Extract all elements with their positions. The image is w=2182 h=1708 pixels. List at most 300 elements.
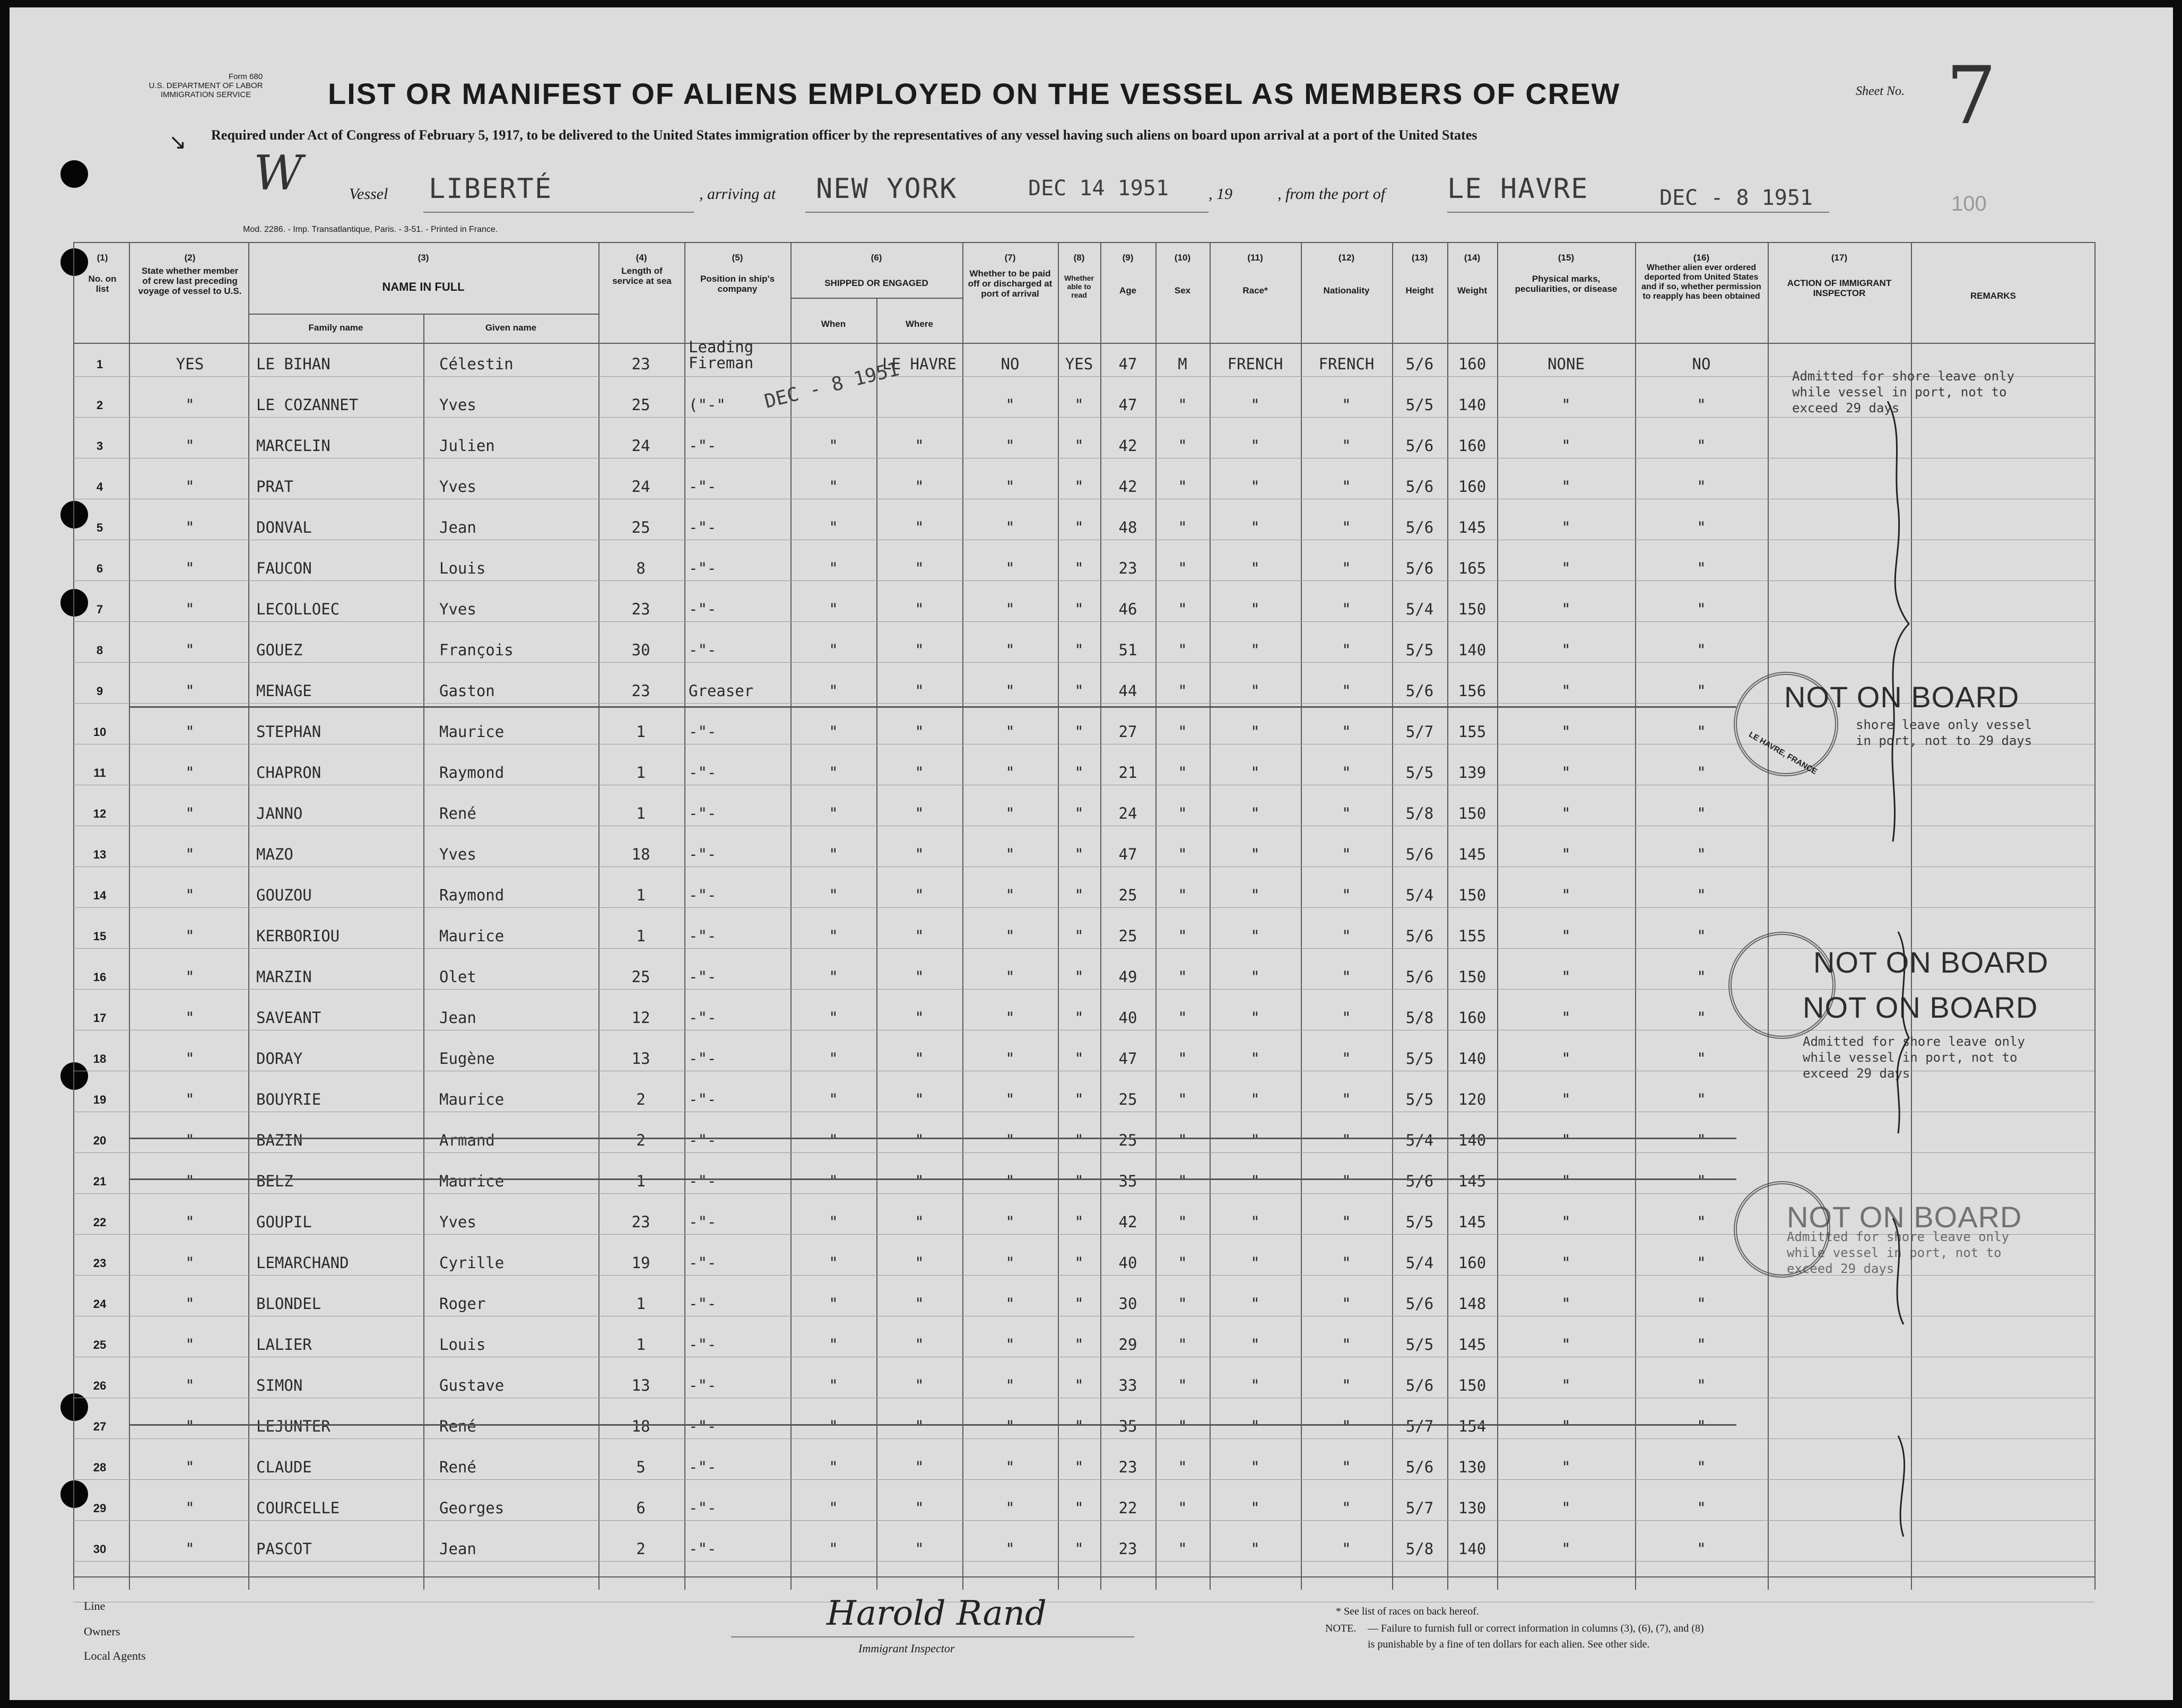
cell-marks: " <box>1561 396 1571 414</box>
note-label: NOTE. <box>1325 1623 1357 1634</box>
cell-prev: " <box>185 1254 195 1272</box>
cell-marks: " <box>1561 1172 1571 1190</box>
arriving-line <box>805 212 1209 213</box>
cell-where: LE HAVRE <box>882 355 957 373</box>
cell-nat: " <box>1342 396 1351 414</box>
column-line <box>598 242 599 1590</box>
header-num-4: (4) <box>636 253 647 263</box>
cell-service: 25 <box>631 396 650 414</box>
cell-age: 23 <box>1118 559 1137 577</box>
cell-deported: " <box>1697 1376 1706 1394</box>
cell-when: " <box>829 1131 838 1149</box>
from-port-label: , from the port of <box>1277 185 1386 203</box>
cell-family: MARZIN <box>256 968 312 986</box>
cell-nat: " <box>1342 1540 1351 1558</box>
cell-prev: " <box>185 927 195 945</box>
cell-sex: " <box>1178 723 1187 741</box>
cell-read: " <box>1074 1295 1084 1313</box>
cell-read: " <box>1074 1131 1084 1149</box>
cell-nat: " <box>1342 478 1351 496</box>
cell-read: " <box>1074 1009 1084 1027</box>
cell-where: " <box>915 1131 924 1149</box>
row-rule <box>73 1438 2094 1439</box>
not-on-board-stamp-4: NOT ON BOARD <box>1787 1200 2022 1234</box>
cell-position: -"- <box>689 1090 717 1108</box>
cell-family: PRAT <box>256 478 293 496</box>
row-rule <box>73 1561 2094 1562</box>
cell-read: " <box>1074 1090 1084 1108</box>
cell-service: 18 <box>631 845 650 863</box>
cell-height: 5/7 <box>1405 1499 1434 1517</box>
cell-read: " <box>1074 559 1084 577</box>
cell-weight: 156 <box>1458 682 1486 700</box>
header-race: Race* <box>1242 285 1268 296</box>
cell-weight: 154 <box>1458 1417 1486 1435</box>
cell-age: 42 <box>1118 437 1137 455</box>
cell-position: -"- <box>689 845 717 863</box>
cell-family: CLAUDE <box>256 1458 312 1476</box>
cell-when: " <box>829 559 838 577</box>
row-number: 17 <box>93 1011 107 1025</box>
cell-marks: " <box>1561 478 1571 496</box>
header-weight: Weight <box>1457 285 1488 296</box>
cell-prev: " <box>185 1090 195 1108</box>
cell-position: -"- <box>689 518 717 536</box>
cell-deported: " <box>1697 1295 1706 1313</box>
cell-age: 42 <box>1118 478 1137 496</box>
cell-position: Leading Fireman <box>689 338 754 372</box>
cell-read: " <box>1074 641 1084 659</box>
cell-weight: 145 <box>1458 1172 1486 1190</box>
cell-read: " <box>1074 682 1084 700</box>
cell-sex: " <box>1178 600 1187 618</box>
cell-marks: " <box>1561 641 1571 659</box>
header-previous-voyage: State whether member of crew last preceding voyage of vessel to U.S. <box>138 266 242 296</box>
cell-paid: " <box>1005 396 1015 414</box>
column-line <box>684 242 685 1590</box>
vessel-name: LIBERTÉ <box>429 173 553 205</box>
cell-race: " <box>1250 1295 1260 1313</box>
cell-prev: " <box>185 1458 195 1476</box>
cell-sex: " <box>1178 1009 1187 1027</box>
cell-service: 19 <box>631 1254 650 1272</box>
cell-race: " <box>1250 396 1260 414</box>
races-note: * See list of races on back hereof. <box>1336 1606 1479 1617</box>
row-number: 15 <box>93 930 107 943</box>
row-number: 21 <box>93 1175 107 1188</box>
from-port-line <box>1447 212 1829 213</box>
cell-sex: " <box>1178 682 1187 700</box>
cell-read: " <box>1074 723 1084 741</box>
row-number: 30 <box>93 1542 107 1556</box>
cell-sex: " <box>1178 478 1187 496</box>
cell-age: 21 <box>1118 764 1137 782</box>
cell-weight: 160 <box>1458 1009 1486 1027</box>
cell-where: " <box>915 1050 924 1068</box>
cell-family: STEPHAN <box>256 723 321 741</box>
header-num-14: (14) <box>1464 253 1481 263</box>
cell-paid: " <box>1005 723 1015 741</box>
cell-prev: " <box>185 845 195 863</box>
cell-height: 5/7 <box>1405 1417 1434 1435</box>
cell-where: " <box>915 1376 924 1394</box>
cell-paid: " <box>1005 559 1015 577</box>
cell-family: SIMON <box>256 1376 303 1394</box>
cell-paid: " <box>1005 478 1015 496</box>
cell-weight: 145 <box>1458 845 1486 863</box>
cell-read: " <box>1074 1376 1084 1394</box>
cell-nat: " <box>1342 682 1351 700</box>
cell-marks: " <box>1561 1540 1571 1558</box>
row-number: 2 <box>96 398 103 412</box>
cell-paid: " <box>1005 1050 1015 1068</box>
cell-where: " <box>915 518 924 536</box>
cell-age: 51 <box>1118 641 1137 659</box>
header-sex: Sex <box>1174 285 1191 296</box>
cell-sex: " <box>1178 518 1187 536</box>
header-shipped-or-engaged: SHIPPED OR ENGAGED <box>824 278 928 288</box>
cell-deported: " <box>1697 1213 1706 1231</box>
cell-nat: " <box>1342 804 1351 822</box>
cell-when: " <box>829 1050 838 1068</box>
cell-age: 40 <box>1118 1254 1137 1272</box>
cell-race: " <box>1250 682 1260 700</box>
cell-prev: " <box>185 1295 195 1313</box>
cell-when: " <box>829 1499 838 1517</box>
header-position: Position in ship's company <box>700 274 775 294</box>
cell-when: " <box>829 1540 838 1558</box>
cell-age: 47 <box>1118 1050 1137 1068</box>
cell-deported: " <box>1697 1336 1706 1354</box>
header-num-7: (7) <box>1004 253 1016 263</box>
cell-family: FAUCON <box>256 559 312 577</box>
cell-race: " <box>1250 1540 1260 1558</box>
cell-marks: " <box>1561 1090 1571 1108</box>
cell-race: " <box>1250 1417 1260 1435</box>
cell-when: " <box>829 437 838 455</box>
cell-height: 5/6 <box>1405 518 1434 536</box>
cell-position: -"- <box>689 723 717 741</box>
cell-sex: " <box>1178 1417 1187 1435</box>
cell-when: " <box>829 641 838 659</box>
cell-deported: " <box>1697 723 1706 741</box>
cell-marks: " <box>1561 682 1571 700</box>
row-number: 23 <box>93 1256 107 1270</box>
cell-sex: " <box>1178 1172 1187 1190</box>
cell-deported: " <box>1697 1009 1706 1027</box>
cell-race: " <box>1250 1050 1260 1068</box>
not-on-board-stamp-1: NOT ON BOARD <box>1784 680 2020 714</box>
cell-race: " <box>1250 1499 1260 1517</box>
cell-family: BAZIN <box>256 1131 303 1149</box>
cell-prev: " <box>185 723 195 741</box>
cell-race: " <box>1250 968 1260 986</box>
cell-height: 5/8 <box>1405 1009 1434 1027</box>
cell-nat: " <box>1342 1009 1351 1027</box>
cell-given: Georges <box>439 1499 505 1517</box>
sheet-label: Sheet No. <box>1856 84 1905 98</box>
cell-sex: " <box>1178 886 1187 904</box>
cell-position: -"- <box>689 641 717 659</box>
cell-nat: " <box>1342 1295 1351 1313</box>
cell-where: " <box>915 1336 924 1354</box>
cell-marks: " <box>1561 1376 1571 1394</box>
cell-deported: " <box>1697 682 1706 700</box>
cell-height: 5/8 <box>1405 804 1434 822</box>
cell-height: 5/5 <box>1405 396 1434 414</box>
cell-weight: 145 <box>1458 1336 1486 1354</box>
row-number: 29 <box>93 1502 107 1515</box>
cell-nat: " <box>1342 886 1351 904</box>
required-statement: Required under Act of Congress of February 5, 1917, to be delivered to the United States immigration officer by the representatives of any vessel having such aliens on board upon arrival at a port of the United States <box>211 127 1477 143</box>
cell-service: 12 <box>631 1009 650 1027</box>
cell-deported: " <box>1697 886 1706 904</box>
cell-race: " <box>1250 1336 1260 1354</box>
cell-weight: 150 <box>1458 1376 1486 1394</box>
cell-service: 8 <box>636 559 646 577</box>
cell-weight: 140 <box>1458 396 1486 414</box>
cell-given: Maurice <box>439 1172 505 1190</box>
cell-service: 13 <box>631 1376 650 1394</box>
cell-read: " <box>1074 764 1084 782</box>
column-line <box>1768 242 1769 1590</box>
cell-given: Célestin <box>439 355 514 373</box>
cell-age: 27 <box>1118 723 1137 741</box>
cell-position: -"- <box>689 1295 717 1313</box>
cell-sex: " <box>1178 968 1187 986</box>
cell-where: " <box>915 1540 924 1558</box>
inspector-label: Immigrant Inspector <box>858 1642 955 1655</box>
punch-hole <box>60 160 88 188</box>
cell-read: " <box>1074 437 1084 455</box>
vessel-label: Vessel <box>349 185 388 203</box>
cell-family: DORAY <box>256 1050 303 1068</box>
cell-nat: " <box>1342 1090 1351 1108</box>
cell-read: " <box>1074 1417 1084 1435</box>
cell-height: 5/5 <box>1405 1213 1434 1231</box>
page-title: LIST OR MANIFEST OF ALIENS EMPLOYED ON THE VESSEL AS MEMBERS OF CREW <box>328 77 1621 110</box>
cell-paid: " <box>1005 886 1015 904</box>
row-rule <box>73 417 2094 418</box>
cell-paid: " <box>1005 927 1015 945</box>
cell-paid: " <box>1005 764 1015 782</box>
cell-where: " <box>915 1295 924 1313</box>
cell-where: " <box>915 437 924 455</box>
row-rule <box>73 866 2094 867</box>
cell-family: BLONDEL <box>256 1295 321 1313</box>
signature-line <box>731 1636 1134 1637</box>
cell-deported: " <box>1697 1131 1706 1149</box>
cell-age: 25 <box>1118 1131 1137 1149</box>
row-rule <box>73 662 2094 663</box>
manifest-page <box>10 7 2173 1700</box>
cell-when: " <box>829 518 838 536</box>
fine-note: — Failure to furnish full or correct information in columns (3), (6), (7), and (8) is punishable by a fine of ten dollars for each alien. See other side. <box>1368 1623 1704 1650</box>
header-num-11: (11) <box>1247 253 1263 263</box>
cell-weight: 140 <box>1458 1050 1486 1068</box>
cell-position: -"- <box>689 1336 717 1354</box>
header-nationality: Nationality <box>1323 285 1370 296</box>
cell-weight: 155 <box>1458 927 1486 945</box>
cell-race: " <box>1250 1458 1260 1476</box>
cell-age: 23 <box>1118 1540 1137 1558</box>
cell-where: " <box>915 559 924 577</box>
cell-age: 33 <box>1118 1376 1137 1394</box>
column-line <box>2094 242 2096 1590</box>
cell-deported: " <box>1697 641 1706 659</box>
header-num-17: (17) <box>1831 253 1848 263</box>
cell-given: Louis <box>439 1336 486 1354</box>
cell-sex: " <box>1178 1050 1187 1068</box>
cell-when: " <box>829 1172 838 1190</box>
row-rule <box>73 1520 2094 1521</box>
cell-prev: " <box>185 478 195 496</box>
cell-marks: " <box>1561 1336 1571 1354</box>
cell-race: " <box>1250 723 1260 741</box>
cell-given: Raymond <box>439 764 505 782</box>
inspector-signature: Harold Rand <box>827 1594 1047 1633</box>
cell-where: " <box>915 1172 924 1190</box>
cell-position: -"- <box>689 1540 717 1558</box>
cell-marks: " <box>1561 1417 1571 1435</box>
cell-family: JANNO <box>256 804 303 822</box>
cell-service: 2 <box>636 1090 646 1108</box>
cell-weight: 150 <box>1458 804 1486 822</box>
cell-paid: " <box>1005 1336 1015 1354</box>
cell-sex: " <box>1178 1499 1187 1517</box>
header-name-in-full: NAME IN FULL <box>382 280 465 293</box>
local-agents-label: Local Agents <box>84 1649 146 1662</box>
strike-line-row-16 <box>129 1138 1736 1139</box>
cell-read: " <box>1074 845 1084 863</box>
cell-service: 1 <box>636 927 646 945</box>
cell-read: " <box>1074 600 1084 618</box>
cell-family: MAZO <box>256 845 293 863</box>
cell-deported: " <box>1697 600 1706 618</box>
cell-age: 47 <box>1118 845 1137 863</box>
cell-age: 35 <box>1118 1417 1137 1435</box>
cell-marks: " <box>1561 968 1571 986</box>
cell-prev: " <box>185 1376 195 1394</box>
cell-paid: NO <box>1001 355 1020 373</box>
cell-prev: " <box>185 1417 195 1435</box>
cell-position: -"- <box>689 1050 717 1068</box>
cell-read: " <box>1074 968 1084 986</box>
cell-paid: " <box>1005 1295 1015 1313</box>
cell-age: 24 <box>1118 804 1137 822</box>
form-identifier <box>121 72 291 99</box>
cell-prev: YES <box>176 355 204 373</box>
header-num-1: (1) <box>97 253 108 263</box>
cell-weight: 140 <box>1458 1131 1486 1149</box>
row-number: 27 <box>93 1420 107 1433</box>
cell-height: 5/6 <box>1405 559 1434 577</box>
column-line <box>129 242 130 1590</box>
row-number: 5 <box>96 521 103 534</box>
cell-when: " <box>829 1254 838 1272</box>
cell-sex: " <box>1178 559 1187 577</box>
header-bottom-border <box>73 343 2094 344</box>
header-when: When <box>821 319 846 329</box>
not-on-board-stamp-2: NOT ON BOARD <box>1813 946 2049 979</box>
cell-race: " <box>1250 1009 1260 1027</box>
cell-prev: " <box>185 804 195 822</box>
column-line <box>423 314 424 1590</box>
cell-where: " <box>915 886 924 904</box>
cell-service: 25 <box>631 968 650 986</box>
cell-height: 5/6 <box>1405 1458 1434 1476</box>
header-num-16: (16) <box>1693 253 1710 263</box>
cell-paid: " <box>1005 804 1015 822</box>
cell-height: 5/6 <box>1405 1172 1434 1190</box>
cell-marks: " <box>1561 804 1571 822</box>
cell-read: " <box>1074 1336 1084 1354</box>
header-num-8: (8) <box>1073 253 1085 263</box>
cell-deported: " <box>1697 804 1706 822</box>
cell-position: -"- <box>689 478 717 496</box>
row-number: 25 <box>93 1338 107 1351</box>
cell-position: -"- <box>689 1458 717 1476</box>
row-number: 10 <box>93 725 107 739</box>
cell-height: 5/6 <box>1405 437 1434 455</box>
cell-paid: " <box>1005 1417 1015 1435</box>
cell-height: 5/5 <box>1405 764 1434 782</box>
cell-family: MARCELIN <box>256 437 331 455</box>
column-line <box>248 242 249 1590</box>
cell-when: " <box>829 1417 838 1435</box>
cell-where: " <box>915 845 924 863</box>
cell-prev: " <box>185 886 195 904</box>
row-number: 4 <box>96 480 103 493</box>
cell-marks: " <box>1561 1050 1571 1068</box>
cell-weight: 120 <box>1458 1090 1486 1108</box>
cell-marks: " <box>1561 764 1571 782</box>
cell-position: -"- <box>689 1499 717 1517</box>
row-number: 24 <box>93 1297 107 1311</box>
row-rule <box>73 376 2094 377</box>
cell-read: " <box>1074 1172 1084 1190</box>
cell-nat: " <box>1342 437 1351 455</box>
not-on-board-stamp-3: NOT ON BOARD <box>1803 991 2038 1024</box>
cell-given: Yves <box>439 1213 476 1231</box>
header-num-12: (12) <box>1338 253 1355 263</box>
cell-position: -"- <box>689 804 717 822</box>
cell-when: " <box>829 1336 838 1354</box>
cell-paid: " <box>1005 1213 1015 1231</box>
cell-when: " <box>829 764 838 782</box>
year-label: , 19 <box>1209 185 1232 203</box>
cell-deported: " <box>1697 968 1706 986</box>
cell-paid: " <box>1005 968 1015 986</box>
cell-prev: " <box>185 641 195 659</box>
cell-race: " <box>1250 1254 1260 1272</box>
cell-position: -"- <box>689 968 717 986</box>
arrow-mark: ↘ <box>169 130 187 154</box>
admitted-stamp-4: Admitted for shore leave only while vessel in port, not to exceed 29 days <box>1787 1229 2010 1276</box>
cell-race: " <box>1250 559 1260 577</box>
row-number: 7 <box>96 603 103 616</box>
arrival-date-stamp: DEC 14 1951 <box>1028 176 1169 201</box>
cell-service: 1 <box>636 764 646 782</box>
cell-given: Jean <box>439 1009 476 1027</box>
cell-age: 47 <box>1118 396 1137 414</box>
cell-position: -"- <box>689 559 717 577</box>
cell-where: " <box>915 1090 924 1108</box>
cell-weight: 160 <box>1458 437 1486 455</box>
shipped-date-stamp: DEC - 8 1951 <box>762 358 902 413</box>
cell-marks: " <box>1561 1254 1571 1272</box>
cell-age: 23 <box>1118 1458 1137 1476</box>
